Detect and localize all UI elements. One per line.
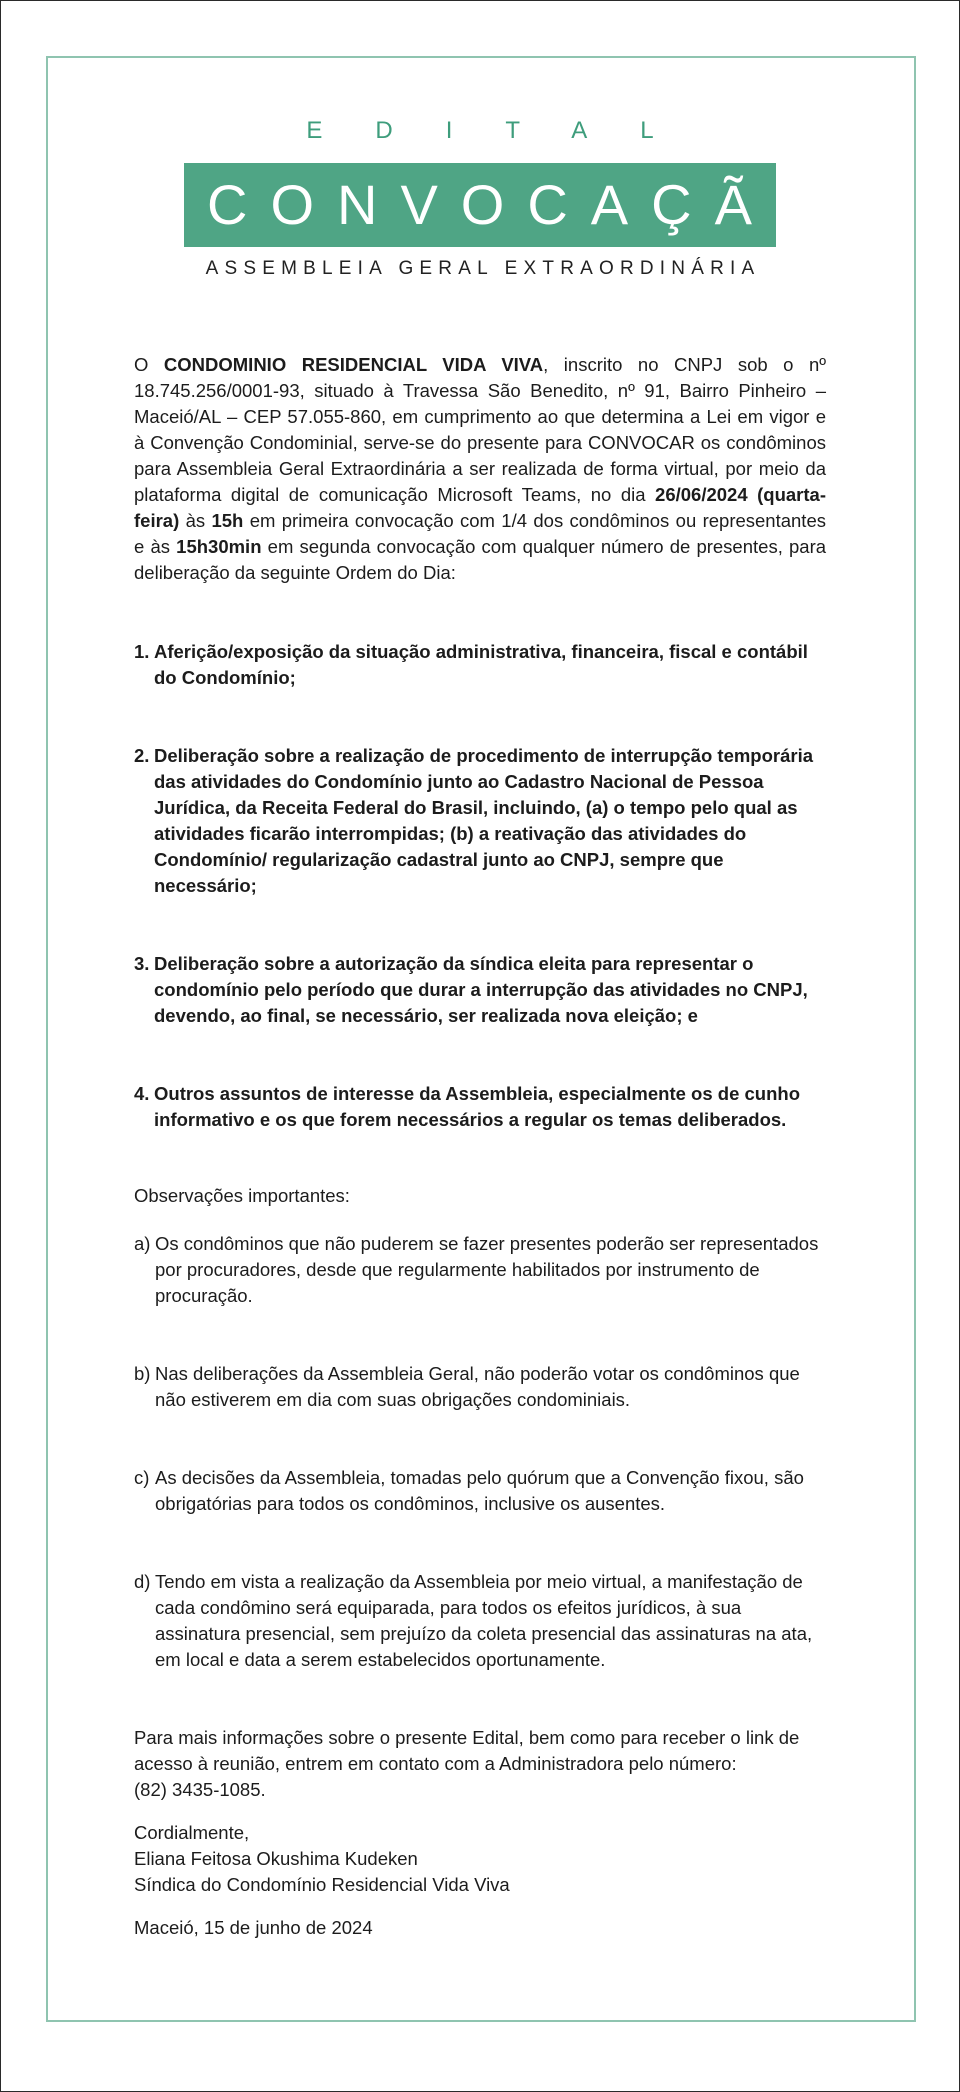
contact-paragraph: Para mais informações sobre o presente Edital, bem como para receber o link de acesso à reunião, entrem em contato com a Administradora pelo número: (82) 3435-1085. <box>134 1727 800 1800</box>
observation-item: a) Os condôminos que não puderem se fazer presentes poderão ser representados por procuradores, desde que regularmente habilitados por instrumento de procuração. <box>134 1233 819 1306</box>
signer-role: Síndica do Condomínio Residencial Vida Viva <box>134 1874 510 1895</box>
subtitle: ASSEMBLEIA GERAL EXTRAORDINÁRIA <box>205 258 761 279</box>
edital-label: EDITAL <box>306 117 707 144</box>
notice-content <box>134 352 826 1941</box>
observations <box>134 1183 826 1673</box>
agenda-item: 2. Deliberação sobre a realização de procedimento de interrupção temporária das atividades do Condomínio junto ao Cadastro Nacional de Pessoa Jurídica, da Receita Federal do Brasil, incluindo, (a) o tempo pelo qual as atividades ficarão interrompidas; (b) a reativação das atividades do Condomínio/ regularização cadastral junto ao CNPJ, sempre que necessário; <box>134 745 814 896</box>
title-banner: CONVOCAÇÃO <box>184 163 776 247</box>
meeting-date: 26/06/2024 (quarta-feira) <box>134 484 826 531</box>
place-date: Maceió, 15 de junho de 2024 <box>134 1917 373 1938</box>
condo-name: CONDOMINIO RESIDENCIAL VIDA VIVA <box>163 354 544 375</box>
observations-heading: Observações importantes: <box>134 1185 350 1206</box>
agenda-item: 1. Aferição/exposição da situação administrativa, financeira, fiscal e contábil do Condomínio; <box>134 641 808 688</box>
second-call-time: 15h30min <box>176 536 262 557</box>
agenda-item: 3. Deliberação sobre a autorização da síndica eleita para representar o condomínio pelo período que durar a interrupção das atividades no CNPJ, devendo, ao final, se necessário, ser realizada nova eleição; e <box>134 953 808 1026</box>
signature-block <box>134 1820 826 1898</box>
observation-item: d) Tendo em vista a realização da Assembleia por meio virtual, a manifestação de cada condômino será equiparada, para todos os efeitos jurídicos, à sua assinatura presencial, sem prejuízo da coleta presencial das assinaturas na ata, em local e data a serem estabelecidos oportunamente. <box>134 1571 813 1670</box>
signer-name: Eliana Feitosa Okushima Kudeken <box>134 1848 418 1869</box>
agenda-item: 4. Outros assuntos de interesse da Assembleia, especialmente os de cunho informativo e os que forem necessários a regular os temas deliberados. <box>134 1083 801 1130</box>
closing: Cordialmente, <box>134 1822 250 1843</box>
observation-item: b) Nas deliberações da Assembleia Geral, não poderão votar os condôminos que não estiverem em dia com suas obrigações condominiais. <box>134 1363 800 1410</box>
observation-item: c) As decisões da Assembleia, tomadas pelo quórum que a Convenção fixou, são obrigatórias para todos os condôminos, inclusive os ausentes. <box>134 1467 804 1514</box>
contact-phone: (82) 3435-1085. <box>134 1779 266 1800</box>
first-call-time: 15h <box>211 510 244 531</box>
intro-paragraph: O CONDOMINIO RESIDENCIAL VIDA VIVA, inscrito no CNPJ sob o nº 18.745.256/0001-93, situado à Travessa São Benedito, nº 91, Bairro Pinheiro – Maceió/AL – CEP 57.055-860, em cumprimento ao que determina a Lei em vigor e à Convenção Condominial, serve-se do presente para CONVOCAR os condôminos para Assembleia Geral Extraordinária a ser realizada de forma virtual, por meio da plataforma digital de comunicação Microsoft Teams, no dia 26/06/2024 (quarta-feira) às 15h em primeira convocação com 1/4 dos condôminos ou representantes e às 15h30min em segunda convocação com qualquer número de presentes, para deliberação da seguinte Ordem do Dia: <box>134 354 827 583</box>
agenda-list <box>134 639 826 1133</box>
